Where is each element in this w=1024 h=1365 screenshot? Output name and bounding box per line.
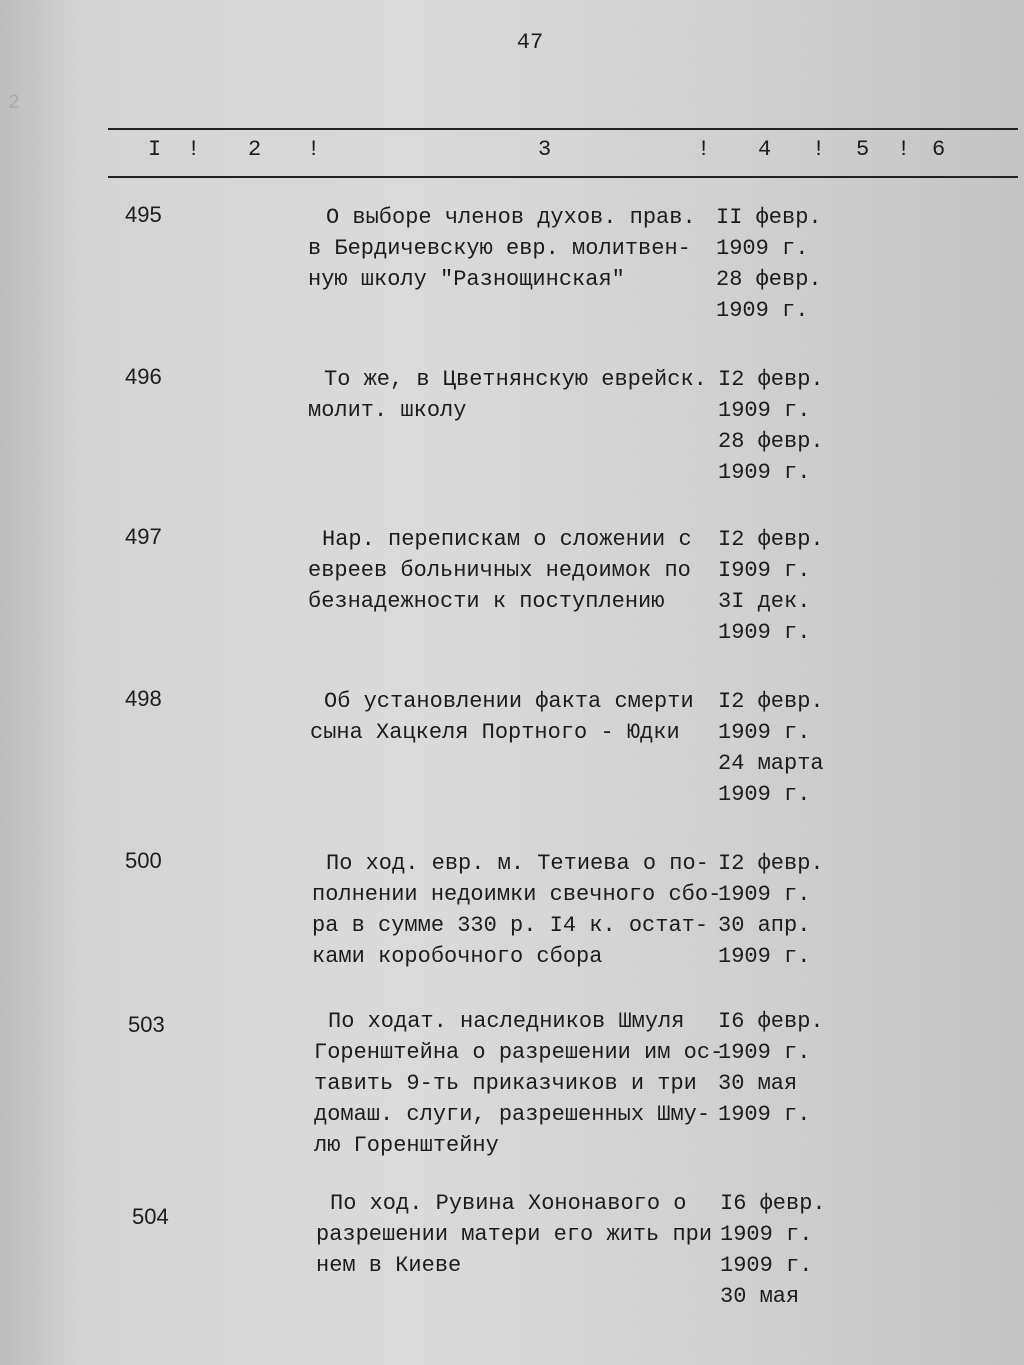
col-header-3: 3 xyxy=(538,137,552,162)
date-line: 1909 г. xyxy=(718,398,811,423)
date-line: 1909 г. xyxy=(718,620,811,645)
col-separator: ! xyxy=(812,137,826,162)
date-line: 28 февр. xyxy=(716,267,822,292)
entry-number: 495 xyxy=(125,202,162,227)
table-rule-bottom xyxy=(108,176,1018,178)
description-line: ную школу "Разнощинская" xyxy=(308,267,625,292)
date-line: 30 мая xyxy=(720,1284,800,1309)
entry-number: 496 xyxy=(125,364,162,389)
date-line: I2 февр. xyxy=(718,367,824,392)
date-line: 30 апр. xyxy=(718,913,811,938)
col-separator: ! xyxy=(307,137,321,162)
entry-dates xyxy=(718,1006,824,1130)
date-line: 28 февр. xyxy=(718,429,824,454)
entry-description xyxy=(314,1006,733,1161)
entry-description xyxy=(308,202,731,295)
date-line: 1909 г. xyxy=(718,460,811,485)
description-line: О выборе членов духов. прав. xyxy=(326,205,696,230)
date-line: 1909 г. xyxy=(718,944,811,969)
entry-description xyxy=(310,686,729,748)
entry-dates xyxy=(716,202,822,326)
col-header-5: 5 xyxy=(856,137,870,162)
entry-description xyxy=(312,848,731,972)
date-line: 1909 г. xyxy=(718,882,811,907)
date-line: 1909 г. xyxy=(718,720,811,745)
description-line: То же, в Цветнянскую еврейск. xyxy=(324,367,707,392)
description-line: сына Хацкеля Портного - Юдки xyxy=(310,720,680,745)
date-line: I6 февр. xyxy=(720,1191,826,1216)
entry-number: 503 xyxy=(128,1012,165,1037)
entry-description xyxy=(308,364,729,426)
date-line: I2 февр. xyxy=(718,527,824,552)
entry-description xyxy=(316,1188,735,1281)
date-line: 1909 г. xyxy=(720,1222,813,1247)
description-line: разрешении матери его жить при xyxy=(316,1222,713,1247)
entry-description xyxy=(308,524,727,617)
entry-number: 500 xyxy=(125,848,162,873)
page-number: 47 xyxy=(516,30,544,55)
date-line: II февр. xyxy=(716,205,822,230)
entry-number: 504 xyxy=(132,1204,169,1229)
description-line: молит. школу xyxy=(308,398,467,423)
description-line: нем в Киеве xyxy=(316,1253,462,1278)
description-line: Горенштейна о разрешении им ос- xyxy=(314,1040,724,1065)
margin-mark: 2 xyxy=(8,92,21,115)
col-header-4: 4 xyxy=(758,137,772,162)
description-line: лю Горенштейну xyxy=(314,1133,499,1158)
description-line: тавить 9-ть приказчиков и три xyxy=(314,1071,697,1096)
date-line: 3I дек. xyxy=(718,589,811,614)
date-line: 1909 г. xyxy=(718,782,811,807)
col-separator: ! xyxy=(897,137,911,162)
date-line: I2 февр. xyxy=(718,851,824,876)
col-header-2: 2 xyxy=(248,137,262,162)
entry-dates xyxy=(720,1188,826,1312)
description-line: домаш. слуги, разрешенных Шму- xyxy=(314,1102,711,1127)
date-line: 30 мая xyxy=(718,1071,798,1096)
date-line: I6 февр. xyxy=(718,1009,824,1034)
entry-dates xyxy=(718,524,824,648)
date-line: 1909 г. xyxy=(720,1253,813,1278)
description-line: По ход. евр. м. Тетиева о по- xyxy=(326,851,709,876)
col-separator: ! xyxy=(187,137,201,162)
date-line: 1909 г. xyxy=(716,236,809,261)
entry-number: 498 xyxy=(125,686,162,711)
description-line: Нар. перепискам о сложении с xyxy=(322,527,692,552)
description-line: По ходат. наследников Шмуля xyxy=(328,1009,685,1034)
date-line: 1909 г. xyxy=(718,1102,811,1127)
entry-dates xyxy=(718,364,824,488)
entry-dates xyxy=(718,686,824,810)
description-line: Об установлении факта смерти xyxy=(324,689,694,714)
entry-dates xyxy=(718,848,824,972)
description-line: евреев больничных недоимок по xyxy=(308,558,691,583)
description-line: полнении недоимки свечного сбо- xyxy=(312,882,722,907)
description-line: По ход. Рувина Хононавого о xyxy=(330,1191,687,1216)
date-line: I2 февр. xyxy=(718,689,824,714)
description-line: ра в сумме 330 р. I4 к. остат- xyxy=(312,913,709,938)
table-rule-top xyxy=(108,128,1018,130)
description-line: в Бердичевскую евр. молитвен- xyxy=(308,236,691,261)
date-line: 24 марта xyxy=(718,751,824,776)
entry-number: 497 xyxy=(125,524,162,549)
col-separator: ! xyxy=(697,137,711,162)
description-line: безнадежности к поступлению xyxy=(308,589,665,614)
date-line: I909 г. xyxy=(718,558,811,583)
col-header-6: 6 xyxy=(932,137,946,162)
col-header-1: I xyxy=(148,137,162,162)
date-line: 1909 г. xyxy=(718,1040,811,1065)
date-line: 1909 г. xyxy=(716,298,809,323)
description-line: ками коробочного сбора xyxy=(312,944,603,969)
